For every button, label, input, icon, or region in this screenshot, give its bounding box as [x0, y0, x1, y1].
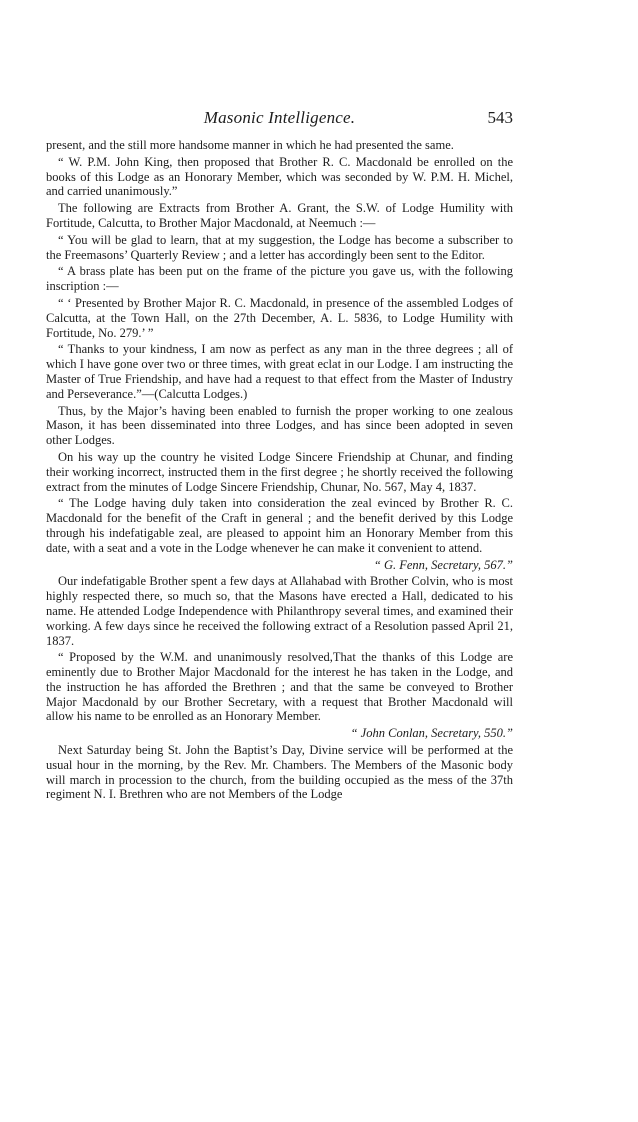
- signature: “ G. Fenn, Secretary, 567.”: [373, 557, 513, 572]
- paragraph: The following are Extracts from Brother A. Grant, the S.W. of Lodge Humility with Fortitude, Calcutta, to Brother Major Macdonald, at Neemuch :—: [46, 201, 513, 230]
- paragraph: “ A brass plate has been put on the frame of the picture you gave us, with the following inscription :—: [46, 264, 513, 294]
- article-body: [46, 138, 513, 804]
- page-header: [46, 108, 513, 132]
- paragraph: “ Thanks to your kindness, I am now as perfect as any man in the three degrees ; all of which I have gone over two or three times, with great eclat in our Lodge. I am instructing the Master of True Friendship, and have had a request to that effect from the Master of Industry and Perseverance.”—(Calcutta Lodges.): [46, 342, 513, 401]
- paragraph: On his way up the country he visited Lodge Sincere Friendship at Chunar, and finding their working incorrect, instructed them in the first degree ; he shortly received the following extract from the minutes of Lodge Sincere Friendship, Chunar, No. 567, May 4, 1837.: [46, 449, 513, 494]
- paragraph: “ ‘ Presented by Brother Major R. C. Macdonald, in presence of the assembled Lodges of Calcutta, at the Town Hall, on the 27th December, A. L. 5836, to Lodge Humility with Fortitude, No. 279.’ ”: [46, 295, 513, 340]
- paragraph: Our indefatigable Brother spent a few days at Allahabad with Brother Colvin, who is most highly respected there, so much so, that the Masons have erected a Hall, dedicated to his name. He attended Lodge Independence with Philanthropy several times, and examined their working. A few days since he received the following extract of a Resolution passed April 21, 1837.: [46, 574, 513, 648]
- paragraph: present, and the still more handsome manner in which he had presented the same.: [46, 138, 454, 152]
- paragraph: “ The Lodge having duly taken into consideration the zeal evinced by Brother R. C. Macdonald for the benefit of the Craft in general ; and the benefit derived by this Lodge through his indefatigable zeal, are pleased to appoint him an Honorary Member from this date, with a seat and a vote in the Lodge whenever he can make it convenient to attend.: [46, 496, 513, 555]
- paragraph: “ Proposed by the W.M. and unanimously resolved,That the thanks of this Lodge are eminently due to Brother Major Macdonald for the interest he has taken in the Lodge, and the instruction he has afforded the Brethren ; and that the same be conveyed to Brother Major Macdonald by our Brother Secretary, with a request that Brother Macdonald will allow his name to be enrolled as an Honorary Member.: [46, 650, 513, 724]
- paragraph: Next Saturday being St. John the Baptist’s Day, Divine service will be performed at the usual hour in the morning, by the Rev. Mr. Chambers. The Members of the Masonic body will march in procession to the church, from the building occupied as the mess of the 37th regiment N. I. Brethren who are not Members of the Lodge: [46, 743, 513, 802]
- paragraph: “ W. P.M. John King, then proposed that Brother R. C. Macdonald be enrolled on the books of this Lodge as an Honorary Member, which was seconded by W. P.M. H. Michel, and carried unanimously.”: [46, 154, 513, 199]
- paragraph: “ You will be glad to learn, that at my suggestion, the Lodge has become a subscriber to the Freemasons’ Quarterly Review ; and a letter has accordingly been sent to the Editor.: [46, 232, 513, 262]
- running-title: Masonic Intelligence.: [203, 108, 356, 127]
- paragraph: Thus, by the Major’s having been enabled to furnish the proper working to one zealous Mason, it has been disseminated into three Lodges, and has since been adopted in seven other Lodges.: [46, 403, 513, 448]
- signature: “ John Conlan, Secretary, 550.”: [350, 726, 513, 741]
- page-number: 543: [487, 108, 513, 127]
